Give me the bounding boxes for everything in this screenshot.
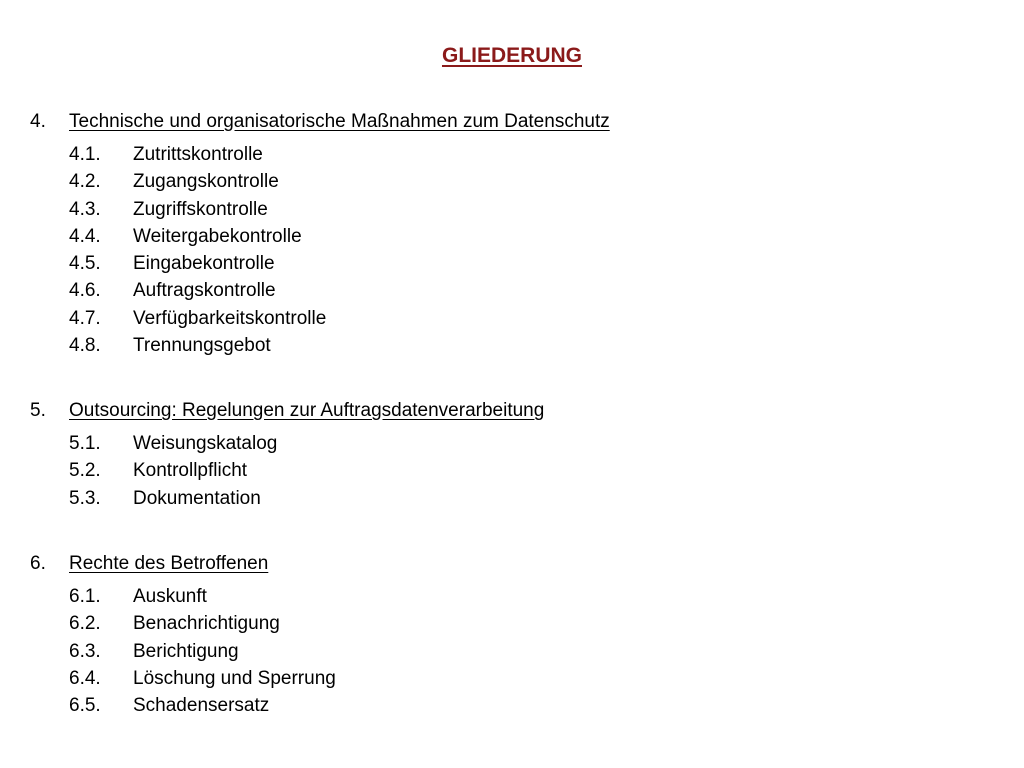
item-number: 6.4. (69, 667, 101, 689)
item-label: Berichtigung (133, 640, 239, 662)
list-item (30, 610, 990, 637)
section-5 (30, 397, 990, 512)
section-heading (30, 550, 990, 577)
item-number: 5.1. (69, 433, 101, 454)
section-number: 5. (30, 400, 46, 421)
subsection-list (30, 141, 990, 359)
item-number: 6.5. (69, 695, 101, 717)
item-label: Eingabekontrolle (133, 253, 275, 275)
item-number: 6.1. (69, 586, 101, 607)
list-item (30, 250, 990, 277)
item-number: 4.1. (69, 144, 101, 165)
page-title (0, 44, 1024, 68)
section-title: Outsourcing: Regelungen zur Auftragsdatenverarbeitung (69, 400, 545, 421)
item-number: 5.3. (69, 487, 101, 509)
item-label: Weisungskatalog (133, 433, 278, 454)
list-item (30, 430, 990, 457)
list-item (30, 168, 990, 195)
list-item (30, 692, 990, 719)
item-number: 4.2. (69, 171, 101, 193)
item-number: 6.2. (69, 613, 101, 635)
item-label: Kontrollpflicht (133, 460, 248, 482)
item-label: Löschung und Sperrung (133, 667, 336, 689)
section-title: Rechte des Betroffenen (69, 553, 269, 574)
item-label: Zugriffskontrolle (133, 198, 268, 220)
section-number: 6. (30, 553, 46, 574)
item-label: Benachrichtigung (133, 613, 280, 635)
item-label: Zugangskontrolle (133, 171, 279, 193)
list-item (30, 141, 990, 168)
section-heading (30, 108, 990, 135)
section-number: 4. (30, 111, 46, 132)
list-item (30, 583, 990, 610)
item-number: 4.8. (69, 335, 101, 357)
item-number: 4.3. (69, 198, 101, 220)
list-item (30, 332, 990, 359)
item-label: Dokumentation (133, 487, 261, 509)
item-number: 4.4. (69, 225, 101, 247)
item-label: Schadensersatz (133, 695, 270, 717)
list-item (30, 277, 990, 304)
section-6 (30, 550, 990, 719)
section-title: Technische und organisatorische Maßnahmen zum Datenschutz (69, 111, 610, 132)
item-number: 6.3. (69, 640, 101, 662)
item-label: Weitergabekontrolle (133, 225, 302, 247)
page-title-text: GLIEDERUNG (441, 44, 582, 67)
section-4 (30, 108, 990, 359)
list-item (30, 305, 990, 332)
item-number: 4.7. (69, 307, 101, 329)
item-number: 4.5. (69, 253, 101, 275)
item-label: Verfügbarkeitskontrolle (133, 307, 327, 329)
subsection-list (30, 583, 990, 719)
list-item (30, 196, 990, 223)
list-item (30, 638, 990, 665)
section-heading (30, 397, 990, 424)
item-label: Auftragskontrolle (133, 280, 276, 302)
item-label: Zutrittskontrolle (133, 144, 263, 165)
item-label: Auskunft (133, 586, 207, 607)
list-item (30, 223, 990, 250)
item-number: 4.6. (69, 280, 101, 302)
item-number: 5.2. (69, 460, 101, 482)
item-label: Trennungsgebot (133, 335, 271, 357)
list-item (30, 665, 990, 692)
list-item (30, 457, 990, 484)
subsection-list (30, 430, 990, 512)
list-item (30, 485, 990, 512)
